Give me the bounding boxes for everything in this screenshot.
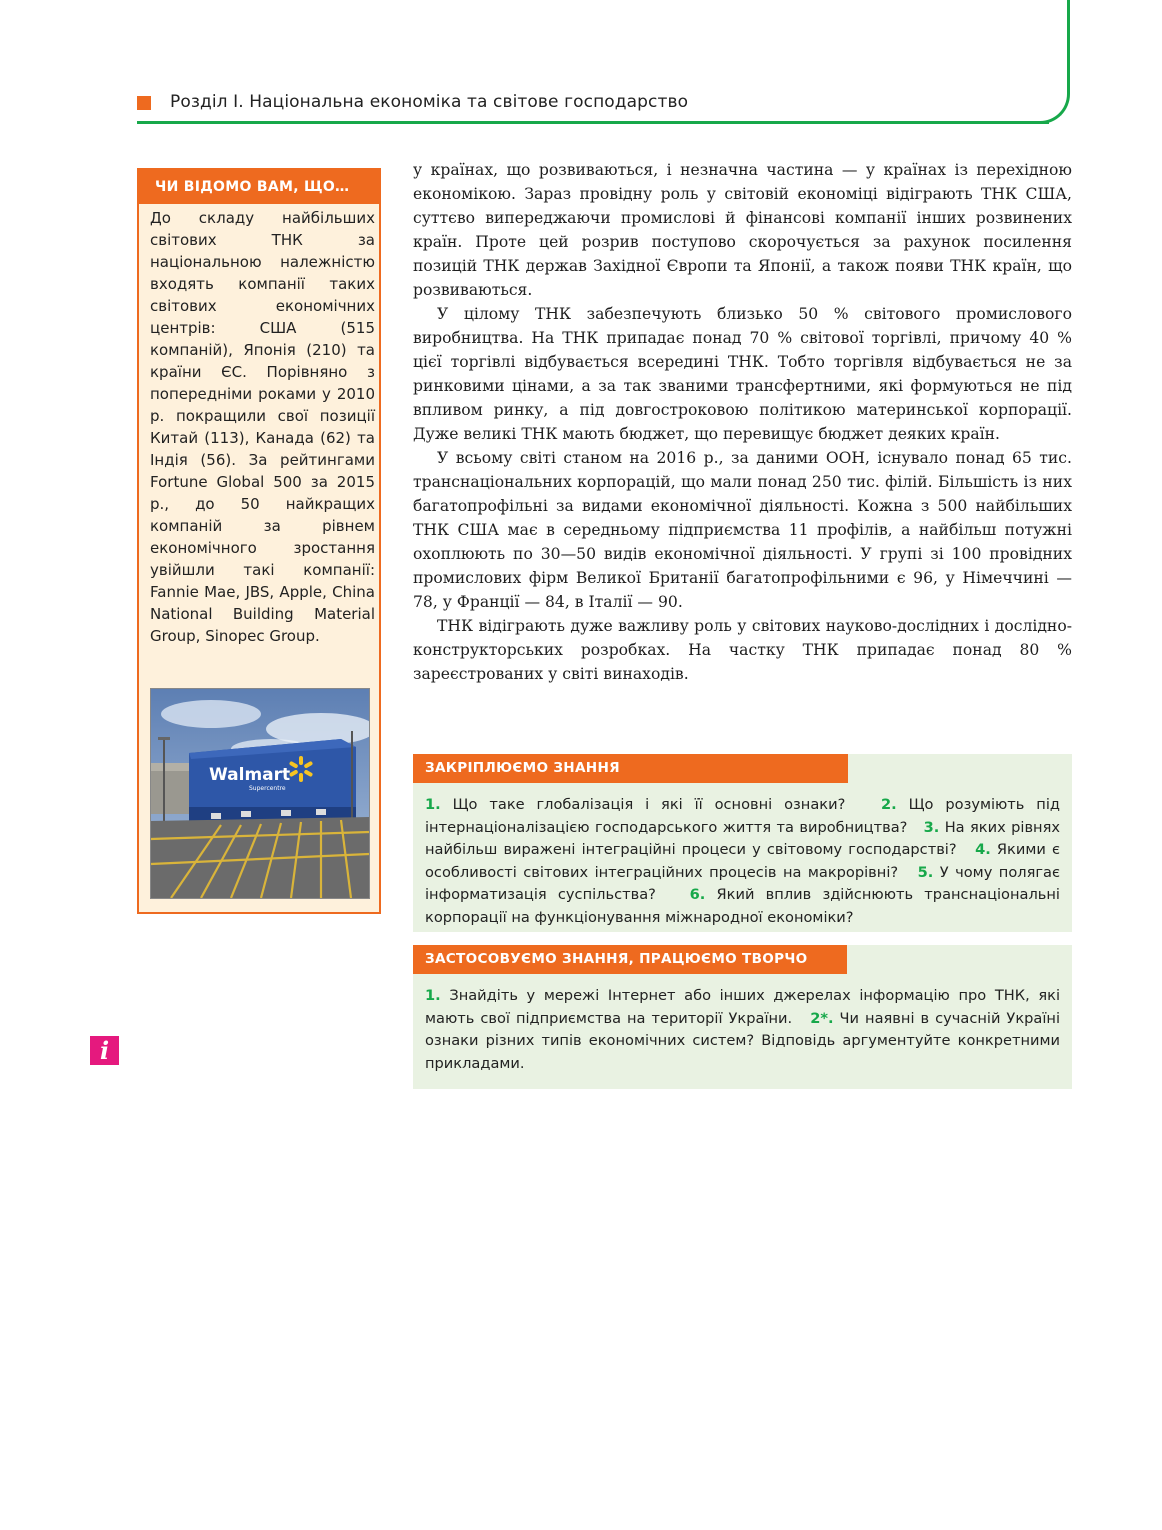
question-text: Який вплив здійснюють транснаціональні корпорації на функціонування міжнародної економіки? <box>425 886 1060 926</box>
walmart-sign: Walmart <box>209 765 291 785</box>
info-icon: i <box>90 1036 119 1065</box>
question-text: У чому полягає інформатизація суспільства? <box>425 863 1061 903</box>
question-text: На яких рівнях найбільш виражені інтеграційні процеси у світовому господарстві? <box>425 818 1060 858</box>
question-number: 2. <box>881 796 897 813</box>
did-you-know-text: До складу найбільших світових ТНК за національною належністю входять компанії таких світових економічних центрів: США (515 компаній), Японія (210) та країни ЄС. Порівняно з попередніми роками у 2010 р. покращили свої позиції Китай (113), Канада (62) та Індія (56). За рейтингами Fortune Global 500 за 2015 р., до 50 найкращих компаній за рівнем економічного зростання увійшли такі компанії: Fannie Mae, JBS, Apple, China National Building Material Group, Sinopec Group. <box>150 209 375 645</box>
walmart-photo <box>150 688 370 899</box>
header-corner-curve <box>1022 0 1070 124</box>
question-number: 3. <box>923 818 940 836</box>
apply-tasks <box>425 985 1060 1075</box>
paragraph-3: У всьому світі станом на 2016 р., за даними ООН, існувало понад 65 тис. транснаціональних корпорацій, що мали понад 250 тис. філій. Більшість із них багатопрофільні за видами економічної діяльності. Кожна з 500 найбільших ТНК США має в середньому підприємства 11 профілів, а найбільш потужні охоплюють по 30—50 видів економічної діяльності. У групі зі 100 провідних промислових фірм Великої Британії багатопрофільними є 96, у Німеччині — 78, у Франції — 84, в Італії — 90. <box>413 449 1072 611</box>
header-rule <box>137 121 1049 124</box>
section-marker <box>137 96 151 110</box>
did-you-know-box <box>137 168 381 914</box>
question-text: Що розуміють під інтернаціоналізацією господарського життя та виробництва? <box>425 796 1060 836</box>
question-number: 6. <box>689 886 706 903</box>
reinforce-heading: ЗАКРІПЛЮЄМО ЗНАННЯ <box>413 754 848 783</box>
task-number: 1. <box>425 987 441 1004</box>
question-number: 4. <box>975 841 991 858</box>
task-number: 2*. <box>810 1009 834 1027</box>
walmart-store-image <box>151 689 369 898</box>
did-you-know-heading: ЧИ ВІДОМО ВАМ, ЩО… <box>139 170 379 204</box>
question-text: Якими є особливості світових інтеграційних процесів на макрорівні? <box>425 841 1061 881</box>
paragraph-2: У цілому ТНК забезпечують близько 50 % світового промислового виробництва. На ТНК припадає понад 70 % світової торгівлі, причому 40 % цієї торгівлі відбувається всередині ТНК. Тобто торгівля відбувається не за ринковими цінами, а за так званими трансфертними, які формуються не під впливом ринку, а під довгостроковою політикою материнської корпорації. Дуже великі ТНК мають бюджет, що перевищує бюджет деяких країн. <box>413 305 1072 443</box>
question-number: 1. <box>425 796 441 813</box>
apply-heading: ЗАСТОСОВУЄМО ЗНАННЯ, ПРАЦЮЄМО ТВОРЧО <box>413 945 847 974</box>
question-text: Що таке глобалізація і які її основні ознаки? <box>452 796 846 813</box>
main-text <box>413 158 1072 686</box>
task-text: Знайдіть у мережі Інтернет або інших джерелах інформацію про ТНК, які мають свої підприємства на території України. <box>425 987 1060 1027</box>
apply-knowledge-box <box>413 945 1072 1089</box>
task-text: Чи наявні в сучасній Україні ознаки різних типів економічних систем? Відповідь аргументуйте конкретними прикладами. <box>425 1009 1061 1072</box>
reinforce-questions <box>425 794 1060 929</box>
paragraph-4: ТНК відіграють дуже важливу роль у світових науково-дослідних і дослідно-конструкторських розробках. На частку ТНК припадає понад 80 % зареєстрованих у світі винаходів. <box>413 617 1072 683</box>
walmart-sign-sub: Supercentre <box>249 785 286 792</box>
paragraph-1: у країнах, що розвиваються, і незначна частина — у країнах із перехідною економікою. Зараз провідну роль у світовій економіці відіграють ТНК США, суттєво випереджаючи промислові й фінансові компанії інших розвинених країн. Проте цей розрив поступово скорочується за рахунок посилення позицій ТНК держав Західної Європи та Японії, а також появи ТНК країн, що розвиваються. <box>413 161 1072 299</box>
question-number: 5. <box>917 863 934 881</box>
reinforce-knowledge-box <box>413 754 1072 932</box>
running-header: Розділ І. Національна економіка та світове господарство <box>170 92 689 112</box>
